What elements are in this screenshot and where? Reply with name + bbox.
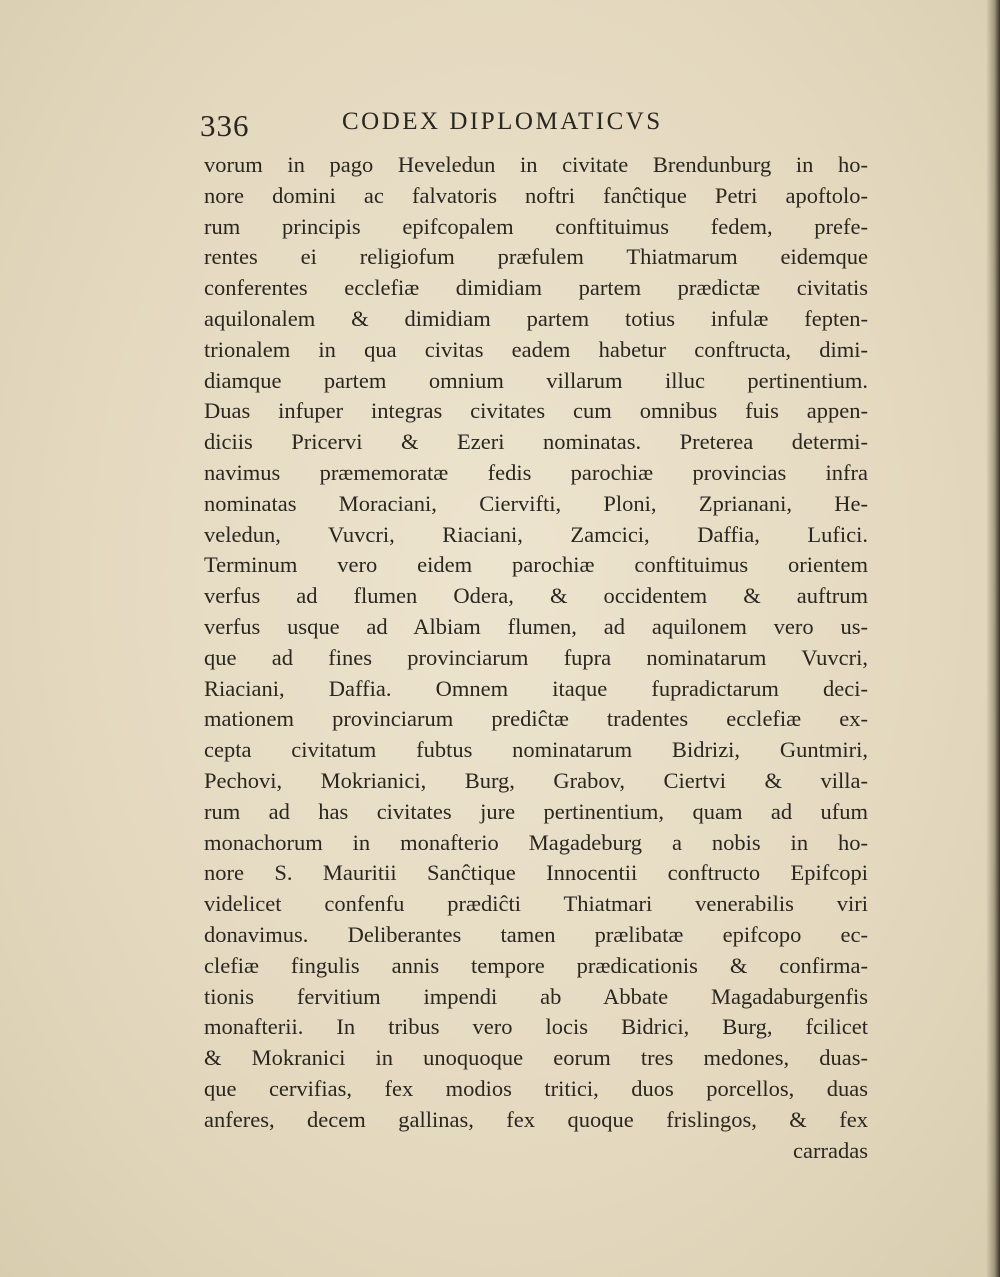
text-line: conferentes ecclefiæ dimidiam partem prædictæ civitatis bbox=[204, 275, 868, 301]
body-text bbox=[204, 150, 868, 1166]
text-line: diamque partem omnium villarum illuc pertinentium. bbox=[204, 367, 868, 393]
text-line: Pechovi, Mokrianici, Burg, Grabov, Ciertvi & villa- bbox=[204, 767, 868, 793]
text-line: Terminum vero eidem parochiæ conftituimus orientem bbox=[204, 552, 868, 578]
text-line: que ad fines provinciarum fupra nominatarum Vuvcri, bbox=[204, 644, 868, 670]
page-edge-shadow bbox=[986, 0, 1000, 1277]
catchword: carradas bbox=[793, 1137, 868, 1163]
text-line: verfus ad flumen Odera, & occidentem & auftrum bbox=[204, 583, 868, 609]
text-line: trionalem in qua civitas eadem habetur conftructa, dimi- bbox=[204, 336, 868, 362]
text-line: vorum in pago Heveledun in civitate Brendunburg in ho- bbox=[204, 152, 868, 177]
text-line: mationem provinciarum prediĉtæ tradentes ecclefiæ ex- bbox=[204, 706, 868, 732]
running-title: CODEX DIPLOMATICVS bbox=[342, 108, 663, 135]
text-line: monachorum in monafterio Magadeburg a nobis in ho- bbox=[204, 829, 868, 855]
text-line: clefiæ fingulis annis tempore prædicationis & confirma- bbox=[204, 952, 868, 978]
text-line: que cervifias, fex modios tritici, duos porcellos, duas bbox=[204, 1075, 868, 1101]
text-line: videlicet confenfu prædiĉti Thiatmari venerabilis viri bbox=[204, 891, 868, 917]
text-line: Riaciani, Daffia. Omnem itaque fupradictarum deci- bbox=[204, 675, 868, 701]
text-line: nominatas Moraciani, Ciervifti, Ploni, Zprianani, He- bbox=[204, 490, 868, 516]
text-line: cepta civitatum fubtus nominatarum Bidrizi, Guntmiri, bbox=[204, 737, 868, 763]
text-line: anferes, decem gallinas, fex quoque frislingos, & fex bbox=[204, 1106, 868, 1132]
text-line: Duas infuper integras civitates cum omnibus fuis appen- bbox=[204, 398, 868, 424]
text-line: rum ad has civitates jure pertinentium, quam ad ufum bbox=[204, 798, 868, 824]
text-line: & Mokranici in unoquoque eorum tres medones, duas- bbox=[204, 1045, 868, 1071]
text-line: aquilonalem & dimidiam partem totius infulæ fepten- bbox=[204, 305, 868, 331]
text-line: diciis Pricervi & Ezeri nominatas. Preterea determi- bbox=[204, 429, 868, 455]
text-line: navimus præmemoratæ fedis parochiæ provincias infra bbox=[204, 459, 868, 485]
text-line: tionis fervitium impendi ab Abbate Magadaburgenfis bbox=[204, 983, 868, 1009]
text-line: rentes ei religiofum præfulem Thiatmarum eidemque bbox=[204, 244, 868, 270]
text-line: rum principis epifcopalem conftituimus fedem, prefe- bbox=[204, 213, 868, 239]
text-line: verfus usque ad Albiam flumen, ad aquilonem vero us- bbox=[204, 613, 868, 639]
text-line: monafterii. In tribus vero locis Bidrici, Burg, fcilicet bbox=[204, 1014, 868, 1040]
text-line: nore domini ac falvatoris noftri fanĉtique Petri apoftolo- bbox=[204, 182, 868, 208]
text-line: nore S. Mauritii Sanĉtique Innocentii conftructo Epifcopi bbox=[204, 860, 868, 886]
text-line: donavimus. Deliberantes tamen prælibatæ epifcopo ec- bbox=[204, 921, 868, 947]
text-line: veledun, Vuvcri, Riaciani, Zamcici, Daffia, Lufici. bbox=[204, 521, 868, 547]
page-number: 336 bbox=[200, 108, 250, 143]
page-header bbox=[200, 100, 760, 144]
